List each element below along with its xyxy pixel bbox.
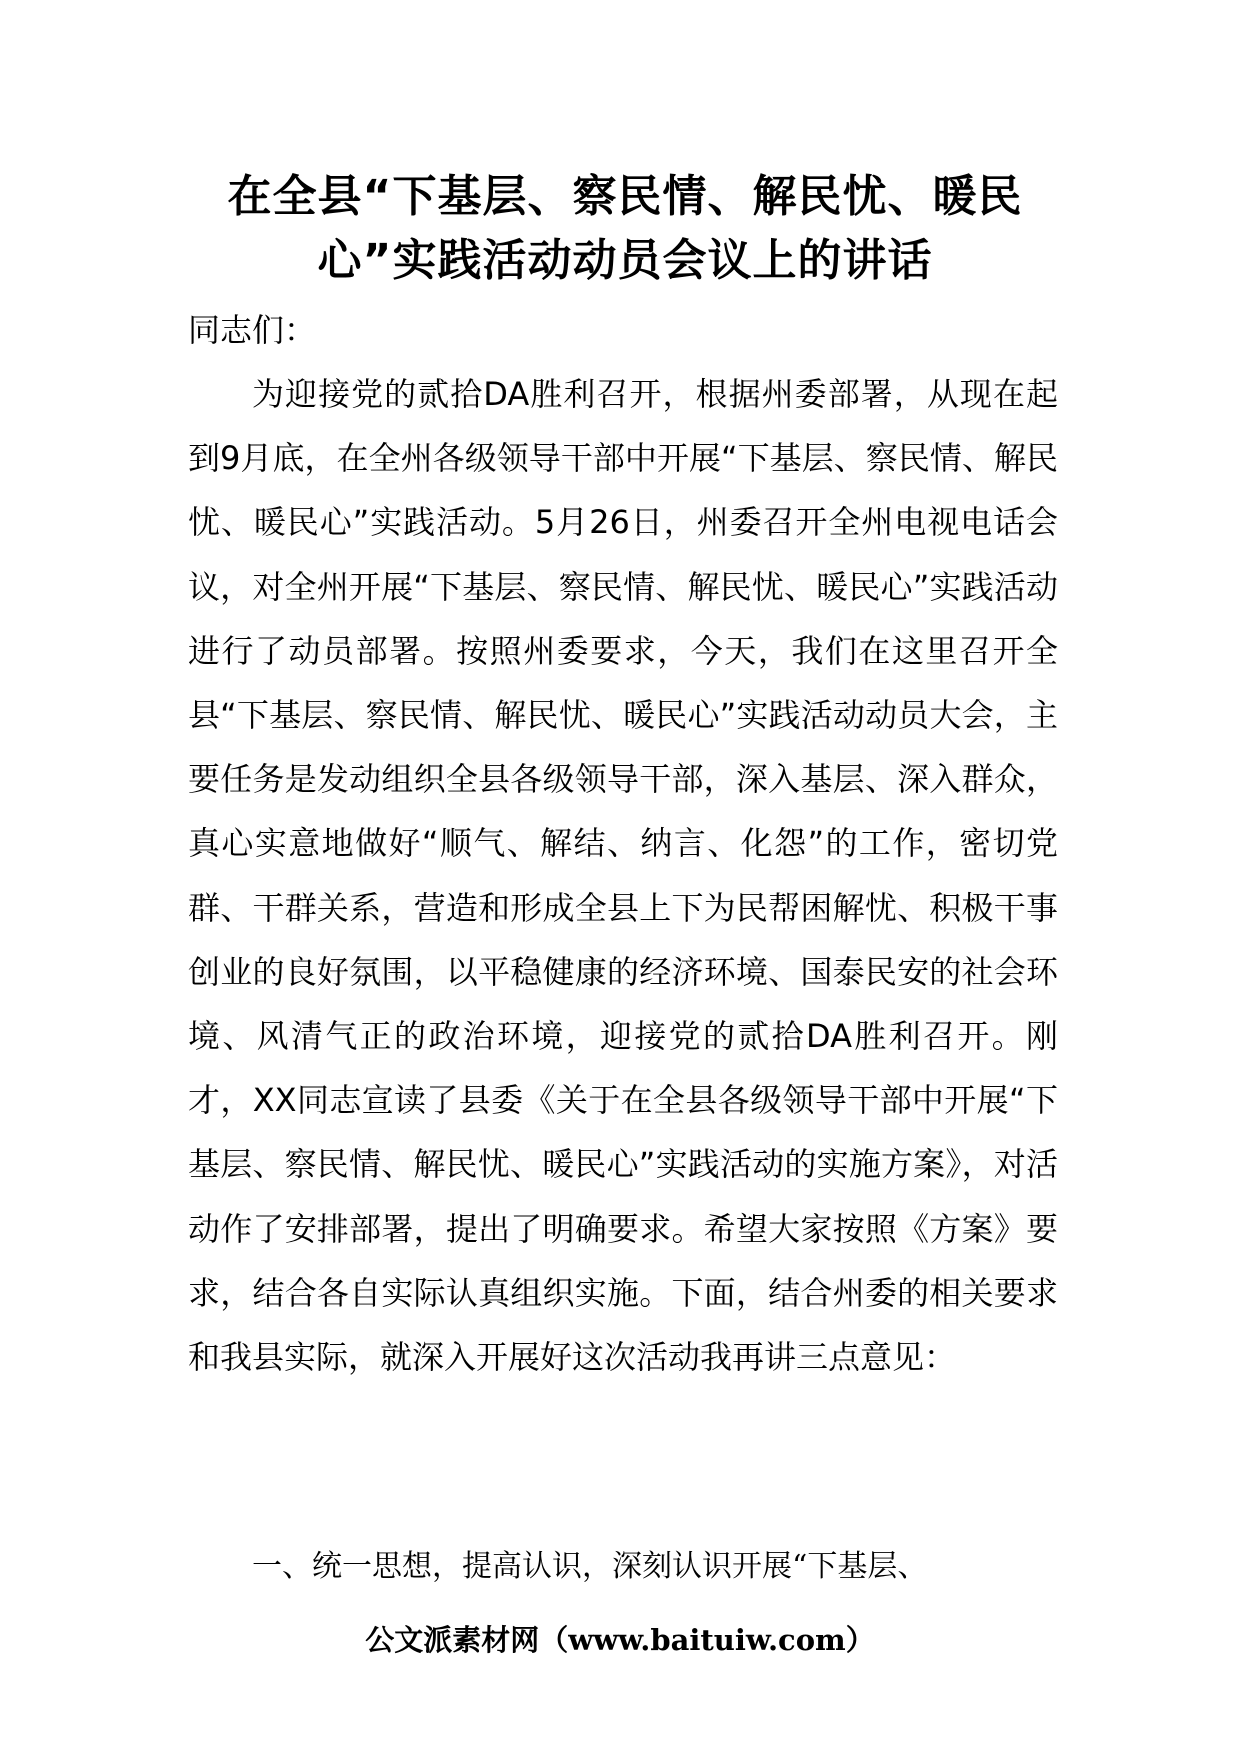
section-heading: 一、统一思想，提高认识，深刻认识开展“下基层、 bbox=[252, 1549, 928, 1584]
salutation: 同志们： bbox=[188, 311, 317, 349]
footer-watermark: 公文派素材网（www.baituiw.com） bbox=[365, 1623, 875, 1657]
title-line-2: 心”实践活动动员会议上的讲话 bbox=[317, 235, 933, 286]
document-title bbox=[150, 165, 1100, 293]
body-paragraph: 为迎接党的贰拾DA胜利召开，根据州委部署，从现在起到9月底，在全州各级领导干部中开展“下基层、察民情、解民忧、暖民心”实践活动。5月26日，州委召开全州电视电话会议，对全州开展“下基层、察民情、解民忧、暖民心”实践活动进行了动员部署。按照州委要求，今天，我们在这里召开全县“下基层、察民情、解民忧、暖民心”实践活动动员大会，主要任务是发动组织全县各级领导干部，深入基层、深入群众，真心实意地做好“顺气、解结、纳言、化怨”的工作，密切党群、干群关系，营造和形成全县上下为民帮困解忧、积极干事创业的良好氛围，以平稳健康的经济环境、国泰民安的社会环境、风清气正的政治环境，迎接党的贰拾DA胜利召开。刚才，XX同志宣读了县委《关于在全县各级领导干部中开展“下基层、察民情、解民忧、暖民心”实践活动的实施方案》，对活动作了安排部署，提出了明确要求。希望大家按照《方案》要求，结合各自实际认真组织实施。下面，结合州委的相关要求和我县实际，就深入开展好这次活动我再讲三点意见： bbox=[188, 375, 1058, 1377]
title-line-1: 在全县“下基层、察民情、解民忧、暖民 bbox=[227, 171, 1023, 222]
